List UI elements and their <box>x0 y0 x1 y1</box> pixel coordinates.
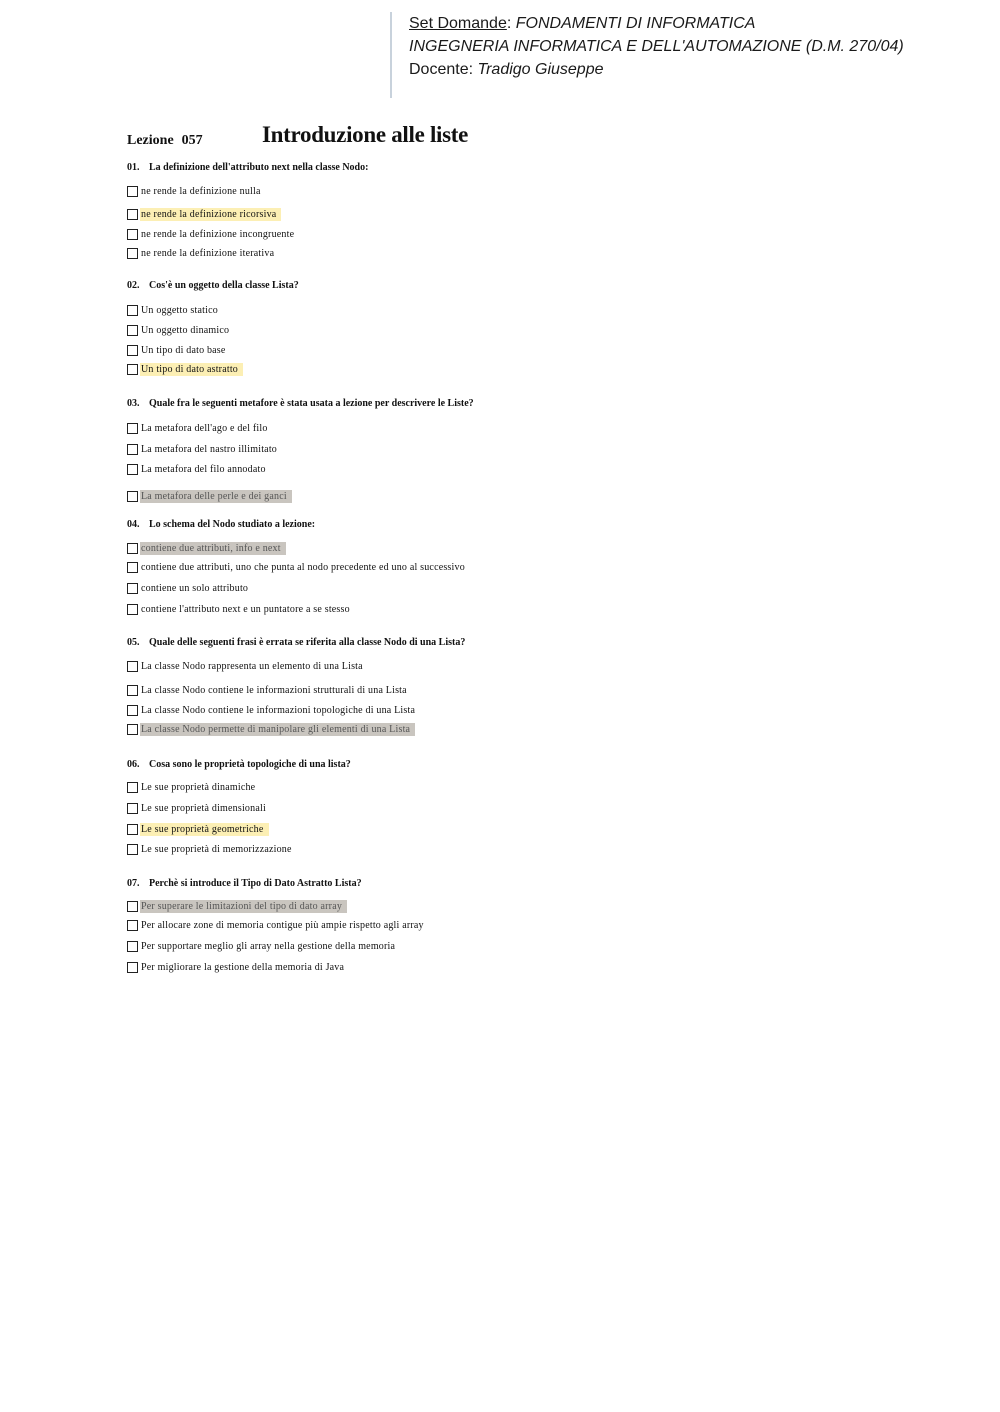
answer-option[interactable] <box>127 939 400 953</box>
answer-option[interactable] <box>127 303 223 317</box>
answer-text: Un tipo di dato base <box>141 344 226 356</box>
answer-option[interactable] <box>127 722 415 736</box>
answer-option[interactable] <box>127 918 429 932</box>
answer-checkbox[interactable] <box>127 305 138 316</box>
teacher-line <box>409 58 990 81</box>
answer-checkbox[interactable] <box>127 824 138 835</box>
answer-text: La classe Nodo contiene le informazioni strutturali di una Lista <box>141 684 407 696</box>
answer-checkbox[interactable] <box>127 248 138 259</box>
answer-option[interactable] <box>127 184 266 198</box>
set-label: Set Domande <box>409 15 507 32</box>
answer-checkbox[interactable] <box>127 364 138 375</box>
answer-text: Per migliorare la gestione della memoria di Java <box>141 961 345 973</box>
answer-text: contiene due attributi, uno che punta al nodo precedente ed uno al successivo <box>141 561 465 573</box>
answer-text: Le sue proprietà dinamiche <box>141 781 256 793</box>
answer-text: contiene due attributi, info e next <box>140 542 286 555</box>
answer-text: Per allocare zone di memoria contigue più ampie rispetto agli array <box>141 919 424 931</box>
question-text: Cosa sono le proprietà topologiche di una lista? <box>149 759 351 770</box>
answer-checkbox[interactable] <box>127 661 138 672</box>
question-title <box>127 519 315 530</box>
answer-checkbox[interactable] <box>127 583 138 594</box>
question-number: 07. <box>127 878 140 889</box>
answer-checkbox[interactable] <box>127 423 138 434</box>
answer-checkbox[interactable] <box>127 209 138 220</box>
lesson-label-text: Lezione <box>127 133 174 148</box>
answer-checkbox[interactable] <box>127 464 138 475</box>
answer-checkbox[interactable] <box>127 901 138 912</box>
question-text: Lo schema del Nodo studiato a lezione: <box>149 519 316 530</box>
answer-option[interactable] <box>127 780 260 794</box>
answer-checkbox[interactable] <box>127 543 138 554</box>
answer-text: Un tipo di dato astratto <box>140 363 243 376</box>
answer-text: Le sue proprietà dimensionali <box>141 802 266 814</box>
lesson-label <box>127 133 203 149</box>
answer-checkbox[interactable] <box>127 604 138 615</box>
answer-text: La classe Nodo permette di manipolare gli elementi di una Lista <box>140 723 415 736</box>
answer-checkbox[interactable] <box>127 803 138 814</box>
question-number: 04. <box>127 519 140 530</box>
answer-text: ne rende la definizione nulla <box>141 185 261 197</box>
answer-option[interactable] <box>127 246 279 260</box>
lesson-number: 057 <box>181 133 203 148</box>
answer-text: Un oggetto dinamico <box>141 324 230 336</box>
answer-checkbox[interactable] <box>127 325 138 336</box>
answer-option[interactable] <box>127 442 282 456</box>
answer-option[interactable] <box>127 683 412 697</box>
answer-text: contiene l'attributo next e un puntatore a se stesso <box>141 603 350 615</box>
answer-text: ne rende la definizione incongruente <box>141 228 295 240</box>
set-colon: : <box>506 15 512 32</box>
question-title <box>127 398 474 409</box>
answer-checkbox[interactable] <box>127 444 138 455</box>
question-number: 03. <box>127 398 140 409</box>
answer-checkbox[interactable] <box>127 345 138 356</box>
answer-option[interactable] <box>127 462 271 476</box>
answer-option[interactable] <box>127 602 355 616</box>
answer-checkbox[interactable] <box>127 724 138 735</box>
document-header <box>390 12 990 98</box>
answer-option[interactable] <box>127 801 271 815</box>
answer-text: La metafora delle perle e dei ganci <box>140 490 292 503</box>
answer-option[interactable] <box>127 227 299 241</box>
course-name: FONDAMENTI DI INFORMATICA <box>515 15 756 32</box>
answer-text: Per superare le limitazioni del tipo di dato array <box>140 900 347 913</box>
answer-checkbox[interactable] <box>127 491 138 502</box>
question-number: 05. <box>127 637 140 648</box>
question-title <box>127 759 351 770</box>
answer-text: La metafora del nastro illimitato <box>141 443 277 455</box>
question-text: Quale fra le seguenti metafore è stata usata a lezione per descrivere le Liste? <box>149 398 474 409</box>
answer-option[interactable] <box>127 421 273 435</box>
question-number: 06. <box>127 759 140 770</box>
answer-text: La metafora dell'ago e del filo <box>141 422 268 434</box>
answer-checkbox[interactable] <box>127 685 138 696</box>
answer-option[interactable] <box>127 581 253 595</box>
answer-text: Le sue proprietà di memorizzazione <box>141 843 292 855</box>
question-number: 02. <box>127 280 140 291</box>
answer-checkbox[interactable] <box>127 705 138 716</box>
answer-text: Le sue proprietà geometriche <box>140 823 269 836</box>
answer-option[interactable] <box>127 343 231 357</box>
answer-option[interactable] <box>127 822 269 836</box>
degree-name: INGEGNERIA INFORMATICA E DELL'AUTOMAZIONE (D.M. 270/04) <box>409 38 904 55</box>
answer-option[interactable] <box>127 541 286 555</box>
answer-option[interactable] <box>127 323 234 337</box>
answer-text: ne rende la definizione ricorsiva <box>140 208 281 221</box>
teacher-label: Docente: <box>409 61 474 78</box>
answer-option[interactable] <box>127 362 243 376</box>
answer-option[interactable] <box>127 207 281 221</box>
answer-option[interactable] <box>127 842 297 856</box>
answer-text: La metafora del filo annodato <box>141 463 266 475</box>
answer-option[interactable] <box>127 703 420 717</box>
answer-text: La classe Nodo rappresenta un elemento di una Lista <box>141 660 363 672</box>
answer-text: ne rende la definizione iterativa <box>141 247 275 259</box>
answer-option[interactable] <box>127 960 349 974</box>
answer-text: contiene un solo attributo <box>141 582 249 594</box>
answer-option[interactable] <box>127 560 470 574</box>
answer-text: Per supportare meglio gli array nella gestione della memoria <box>141 940 396 952</box>
page-title: Introduzione alle liste <box>262 122 469 147</box>
answer-text: La classe Nodo contiene le informazioni topologiche di una Lista <box>141 704 416 716</box>
answer-checkbox[interactable] <box>127 844 138 855</box>
answer-checkbox[interactable] <box>127 962 138 973</box>
answer-option[interactable] <box>127 659 368 673</box>
answer-text: Un oggetto statico <box>141 304 218 316</box>
question-text: Quale delle seguenti frasi è errata se riferita alla classe Nodo di una Lista? <box>149 637 466 648</box>
course-line <box>409 12 990 35</box>
question-text: Perchè si introduce il Tipo di Dato Astratto Lista? <box>149 878 362 889</box>
answer-checkbox[interactable] <box>127 941 138 952</box>
question-title <box>127 162 368 173</box>
question-text: Cos'è un oggetto della classe Lista? <box>149 280 299 291</box>
teacher-name: Tradigo Giuseppe <box>477 61 604 78</box>
answer-option[interactable] <box>127 489 292 503</box>
question-title <box>127 878 362 889</box>
question-number: 01. <box>127 162 140 173</box>
answer-checkbox[interactable] <box>127 229 138 240</box>
question-title <box>127 637 465 648</box>
answer-checkbox[interactable] <box>127 782 138 793</box>
answer-checkbox[interactable] <box>127 562 138 573</box>
question-title <box>127 280 299 291</box>
answer-checkbox[interactable] <box>127 186 138 197</box>
question-text: La definizione dell'attributo next nella classe Nodo: <box>149 162 369 173</box>
answer-checkbox[interactable] <box>127 920 138 931</box>
answer-option[interactable] <box>127 899 347 913</box>
